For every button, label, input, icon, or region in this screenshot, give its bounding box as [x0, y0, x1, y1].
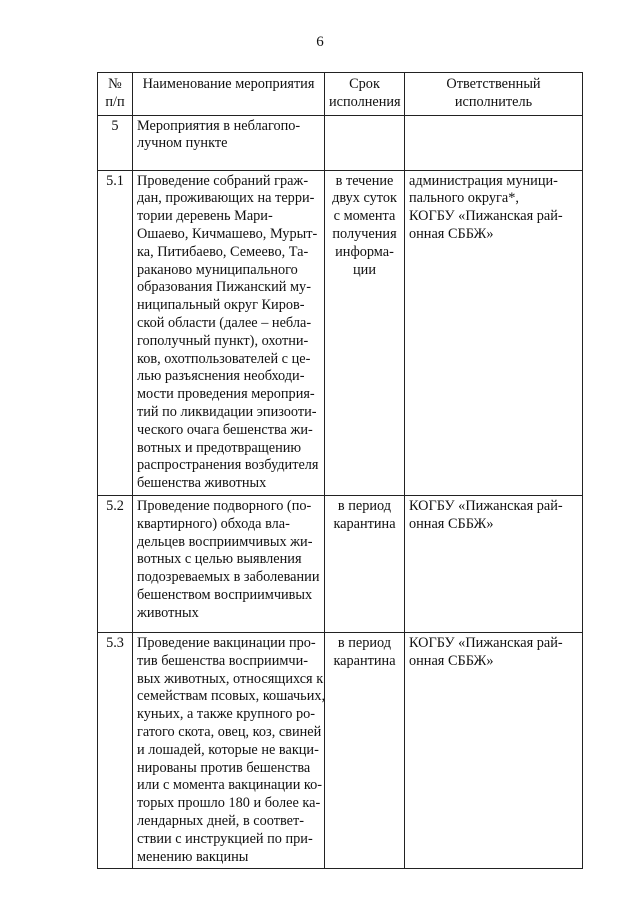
text-line: бешенством восприимчивых — [137, 586, 313, 603]
text-line: онная СББЖ» — [409, 225, 494, 242]
measure-name — [133, 115, 325, 170]
text-line: распространения возбудителя — [137, 457, 319, 474]
text-line: лучном пункте — [137, 135, 228, 152]
text-line: вых животных, относящихся к — [137, 670, 324, 687]
text-line: пального округа*, — [409, 190, 519, 207]
text-line: или с момента вакцинации ко- — [137, 777, 323, 794]
text-line: дан, проживающих на терри- — [137, 190, 315, 207]
text-line: ствии с инструкцией по при- — [137, 830, 313, 847]
row-number: 5 — [98, 115, 133, 170]
text-line: Проведение подворного (по- — [137, 497, 312, 514]
text-line: квартирного) обхода вла- — [137, 515, 290, 532]
row-number: 5.3 — [98, 632, 133, 868]
text-line: Мероприятия в неблагопо- — [137, 117, 301, 134]
text-line: ции — [353, 261, 376, 278]
text-line: п/п — [105, 93, 125, 110]
measure-responsible — [405, 115, 583, 170]
text-line: карантина — [333, 652, 396, 669]
text-line: двух суток — [332, 190, 397, 207]
text-line: ков, охотпользователей с це- — [137, 350, 311, 367]
text-line: лендарных дней, в соответ- — [137, 812, 304, 829]
measure-responsible — [405, 170, 583, 495]
text-line: в течение — [335, 172, 394, 189]
text-line: бешенства животных — [137, 475, 267, 492]
text-line: гатого скота, овец, коз, свиней — [137, 723, 322, 740]
row-number: 5.2 — [98, 495, 133, 632]
measure-name — [133, 632, 325, 868]
measures-table — [97, 72, 583, 869]
text-line: куньих, а также крупного ро- — [137, 706, 316, 723]
text-line: и лошадей, которые не вакци- — [137, 741, 319, 758]
measure-term — [325, 115, 405, 170]
table-row — [98, 632, 583, 868]
text-line: вотных и предотвращению — [137, 439, 302, 456]
text-line: администрация муници- — [409, 172, 558, 189]
text-line: тий по ликвидации эпизооти- — [137, 403, 317, 420]
measure-term — [325, 632, 405, 868]
text-line: торых прошло 180 и более ка- — [137, 795, 321, 812]
header-name — [133, 73, 325, 116]
header-term — [325, 73, 405, 116]
table-row — [98, 170, 583, 495]
table-row — [98, 115, 583, 170]
text-line: информа- — [335, 243, 394, 260]
text-line: с момента — [333, 208, 396, 225]
text-line: семействам псовых, кошачьих, — [137, 688, 326, 705]
text-line: Наименование мероприятия — [142, 76, 315, 92]
text-line: Проведение вакцинации про- — [137, 634, 316, 651]
header-responsible — [405, 73, 583, 116]
measure-name — [133, 170, 325, 495]
text-line: животных — [137, 604, 199, 621]
text-line: мости проведения мероприя- — [137, 386, 315, 403]
measure-responsible — [405, 632, 583, 868]
text-line: Проведение собраний граж- — [137, 172, 309, 189]
text-line: КОГБУ «Пижанская рай- — [409, 497, 563, 514]
text-line: карантина — [333, 515, 396, 532]
row-number: 5.1 — [98, 170, 133, 495]
table-header-row — [98, 73, 583, 116]
text-line: ка, Питибаево, Семеево, Та- — [137, 243, 309, 260]
text-line: Срок — [349, 76, 380, 92]
text-line: гополучный пункт), охотни- — [137, 332, 309, 349]
text-line: тории деревень Мари- — [137, 208, 273, 225]
text-line: в период — [337, 497, 392, 514]
text-line: раканово муниципального — [137, 261, 298, 278]
text-line: исполнитель — [454, 93, 533, 110]
text-line: КОГБУ «Пижанская рай- — [409, 634, 563, 651]
text-line: менению вакцины — [137, 848, 249, 865]
page-number: 6 — [316, 34, 324, 50]
text-line: № — [108, 76, 122, 92]
text-line: КОГБУ «Пижанская рай- — [409, 208, 563, 225]
text-line: ской области (далее – небла- — [137, 314, 312, 331]
text-line: ниципальный округ Киров- — [137, 297, 305, 314]
text-line: Ошаево, Кичмашево, Мурыт- — [137, 225, 318, 242]
measure-name — [133, 495, 325, 632]
text-line: дельцев восприимчивых жи- — [137, 533, 313, 550]
text-line: Ответственный — [446, 76, 541, 92]
text-line: тив бешенства восприимчи- — [137, 652, 308, 669]
text-line: подозреваемых в заболевании — [137, 569, 320, 586]
text-line: ческого очага бешенства жи- — [137, 421, 313, 438]
text-line: онная СББЖ» — [409, 515, 494, 532]
text-line: исполнения — [329, 93, 401, 110]
text-line: в период — [337, 634, 392, 651]
header-num — [98, 73, 133, 116]
text-line: вотных с целью выявления — [137, 551, 302, 568]
measure-term — [325, 495, 405, 632]
measure-responsible — [405, 495, 583, 632]
text-line: нированы против бешенства — [137, 759, 311, 776]
measure-term — [325, 170, 405, 495]
text-line: образования Пижанский му- — [137, 279, 311, 296]
text-line: онная СББЖ» — [409, 652, 494, 669]
text-line: получения — [332, 225, 397, 242]
text-line: лью разъяснения необходи- — [137, 368, 305, 385]
table-row — [98, 495, 583, 632]
